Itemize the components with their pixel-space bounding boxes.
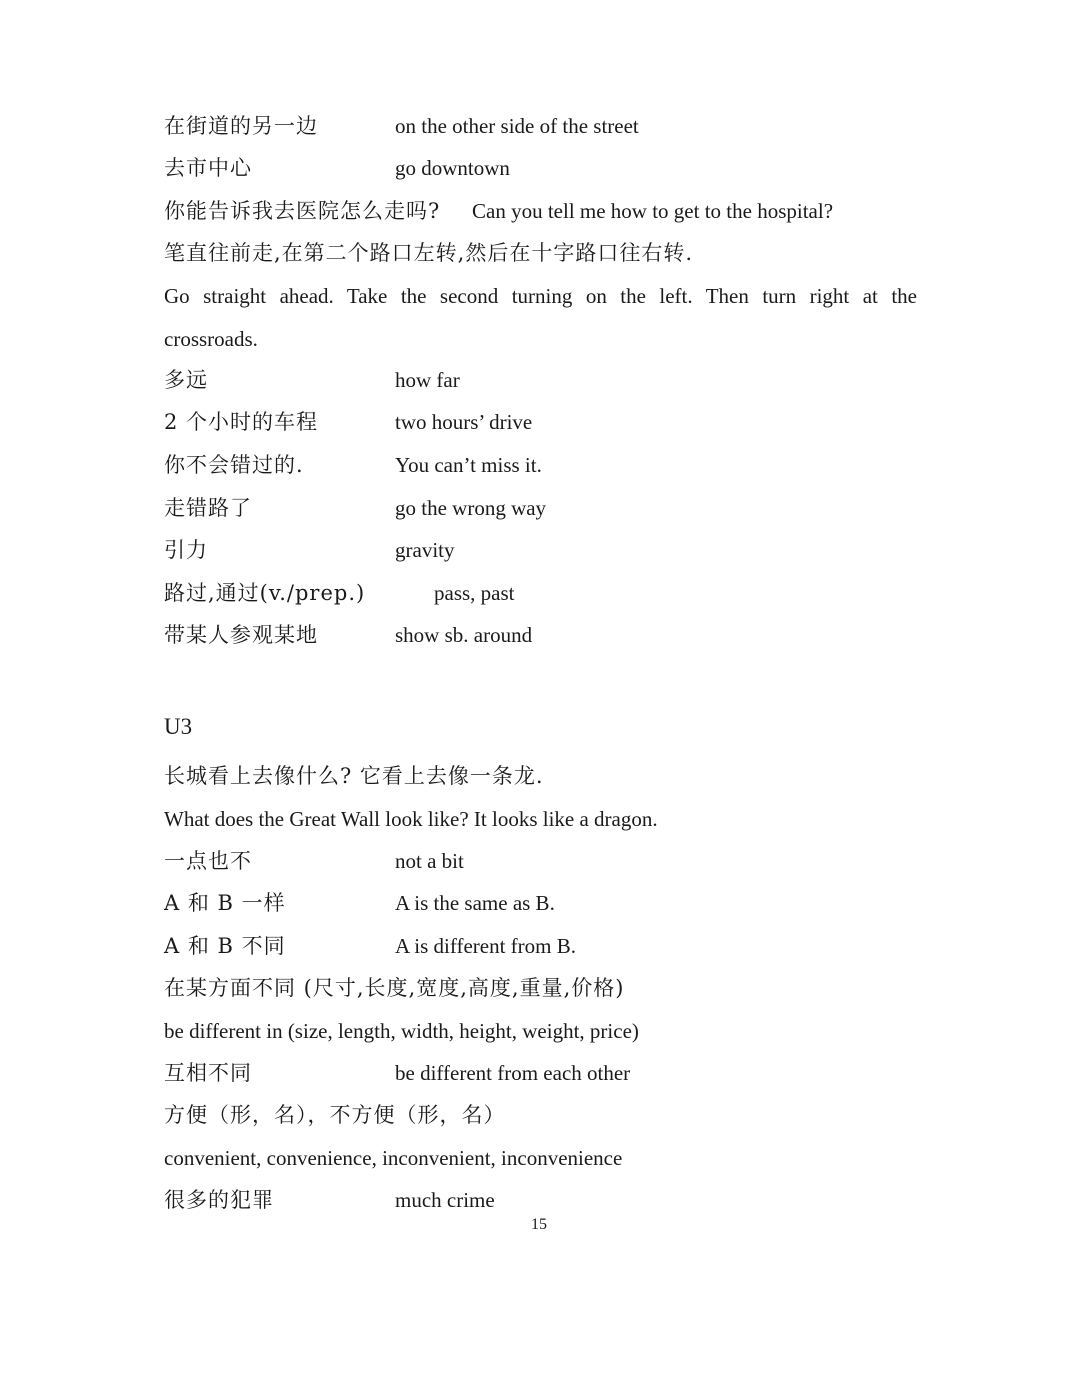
page-number: 15 — [531, 1216, 547, 1233]
vocab-en-same-as: A is the same as B. — [395, 891, 555, 915]
vocab-en-miss: You can’t miss it. — [395, 453, 542, 477]
vocab-cn-same-as: A 和 B 一样 — [164, 891, 286, 915]
vocab-cn-pass: 路过,通过(v./prep.) — [164, 581, 366, 605]
different-in-cn: 在某方面不同 (尺寸,长度,宽度,高度,重量,价格) — [164, 976, 625, 1000]
vocab-en-downtown: go downtown — [395, 156, 510, 180]
vocab-en-not-a-bit: not a bit — [395, 849, 464, 873]
vocab-cn-different-from: A 和 B 不同 — [164, 934, 286, 958]
different-in-en: be different in (size, length, width, height, weight, price) — [164, 1019, 639, 1043]
vocab-cn-wrong-way: 走错路了 — [164, 496, 252, 520]
vocab-en-each-other: be different from each other — [395, 1061, 631, 1085]
question-cn-great-wall: 长城看上去像什么? 它看上去像一条龙. — [164, 764, 544, 788]
vocab-en-different-from: A is different from B. — [395, 934, 577, 958]
vocab-cn-other-side: 在街道的另一边 — [164, 114, 318, 138]
directions-en-line1: Go straight ahead. Take the second turning on the left. Then turn right at the — [164, 284, 917, 308]
vocab-cn-miss: 你不会错过的. — [164, 453, 304, 477]
vocab-cn-not-a-bit: 一点也不 — [164, 849, 252, 873]
convenient-cn: 方便（形，名），不方便（形，名） — [164, 1103, 506, 1127]
vocab-en-crime: much crime — [395, 1188, 495, 1212]
question-en-hospital: Can you tell me how to get to the hospital? — [472, 199, 834, 223]
vocab-cn-drive: 2 个小时的车程 — [164, 410, 319, 434]
vocab-en-drive: two hours’ drive — [395, 410, 533, 434]
vocab-cn-show-around: 带某人参观某地 — [164, 623, 318, 647]
vocab-en-other-side: on the other side of the street — [395, 114, 639, 138]
directions-en-line2: crossroads. — [164, 327, 258, 351]
vocab-en-how-far: how far — [395, 368, 460, 392]
vocab-en-pass: pass, past — [434, 581, 515, 605]
question-cn-hospital: 你能告诉我去医院怎么走吗? — [164, 199, 441, 223]
vocab-cn-each-other: 互相不同 — [164, 1061, 252, 1085]
vocab-en-show-around: show sb. around — [395, 623, 533, 647]
question-en-great-wall: What does the Great Wall look like? It looks like a dragon. — [164, 807, 658, 831]
vocab-cn-how-far: 多远 — [164, 368, 208, 392]
vocab-en-wrong-way: go the wrong way — [395, 496, 547, 520]
vocab-en-gravity: gravity — [395, 538, 455, 562]
convenient-en: convenient, convenience, inconvenient, inconvenience — [164, 1146, 623, 1170]
vocab-cn-crime: 很多的犯罪 — [164, 1188, 274, 1212]
vocab-cn-gravity: 引力 — [164, 538, 208, 562]
directions-cn: 笔直往前走,在第二个路口左转,然后在十字路口往右转. — [164, 241, 694, 265]
section-heading-u3: U3 — [164, 714, 193, 739]
vocab-cn-downtown: 去市中心 — [164, 156, 252, 180]
